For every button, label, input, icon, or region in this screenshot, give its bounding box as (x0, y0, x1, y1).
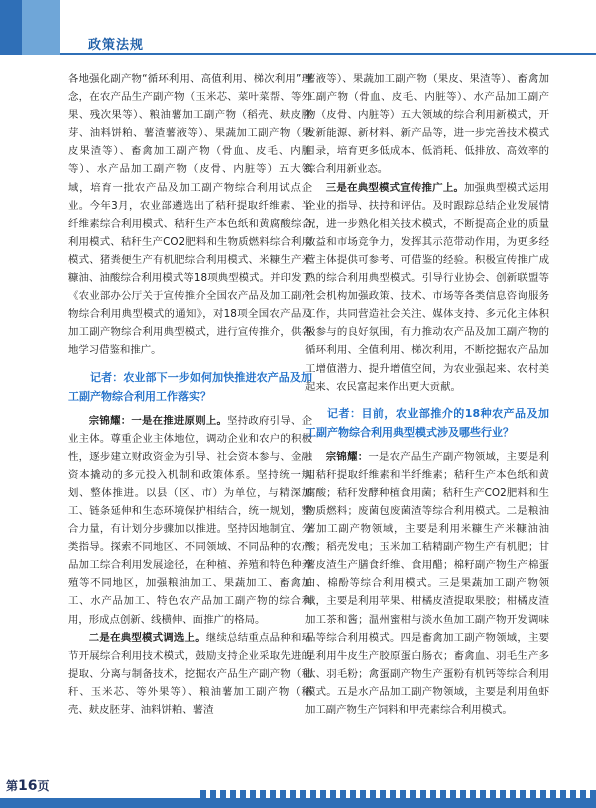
interview-question: 记者：农业部下一步如何加快推进农产品及加工副产物综合利用工作落实？ (68, 370, 312, 403)
page-prefix: 第 (6, 779, 19, 793)
answer-paragraph (68, 412, 312, 629)
header-rule (60, 53, 596, 55)
answer-lead: 宗锦耀：一是在推进原则上。 (88, 414, 228, 427)
answer-lead: 宗锦耀： (325, 450, 369, 463)
answer-lead: 二是在典型模式调选上。 (88, 631, 206, 644)
header-band-light (22, 0, 60, 55)
answer-text: 坚持政府引导、企业主体。尊重企业主体地位，调动企业和农户的积极性，逐步建立财政资金为引导、社会资本参与、金融资本撬动的多元投入机制和政策体系。坚持统一规划、整体推进。以县（区、市）为单位，与精深加工、链条延伸和生态环境保护相结合，统一规划，整合力量，有计划分步骤加以推进。坚持因地制宜、分类指导。探索不同地区、不同领域、不同品种的农产品加工综合利用发展途径，在种植、养殖和特色种养殖等不同地区，加强粮油加工、果蔬加工、畜禽加工、水产品加工、特色农产品加工副产物的综合利用，形成点创新、线横伸、面推广的格局。 (68, 414, 312, 626)
answer-paragraph (305, 448, 549, 719)
header-band-dark (0, 0, 22, 55)
answer-paragraph (68, 629, 312, 719)
right-column (305, 70, 549, 719)
interview-question: 记者：目前，农业部推介的18种农产品及加工副产物综合利用典型模式涉及哪些行业？ (305, 406, 549, 439)
page-suffix: 页 (37, 779, 50, 793)
left-column (68, 70, 312, 719)
footer-bar (0, 798, 596, 808)
answer-text: 加强典型模式运用企业的指导、扶持和评估。及时跟踪总结企业发展情况，进一步熟化相关技术模式，不断提高企业的质量效益和市场竞争力，发挥其示范带动作用，为更多经营主体提供可参考、可借鉴的经验。积极宣传推广成熟的综合利用典型模式。引导行业协会、创新联盟等社会机构加强政策、技术、市场等各类信息咨询服务工作，共同营造社会关注、媒体支持、多元化主体积极参与的良好氛围，有力推动农产品及加工副产物的循环利用、全值利用、梯次利用，不断挖掘农产品加工增值潜力、提升增值空间，为农业强起来、农村美起来、农民富起来作出更大贡献。 (305, 181, 549, 393)
answer-lead: 三是在典型模式宣传推广上。 (325, 181, 465, 194)
section-title: 政策法规 (88, 38, 145, 53)
answer-paragraph (305, 179, 549, 396)
article-paragraph: 各地强化副产物“循环利用、高值利用、梯次利用”理念，在农产品生产副产物（玉米芯、菜叶菜帮、等外果、残次果等）、粮油薯加工副产物（稻壳、麸皮胚芽、油料饼粕、薯渣薯液等）、果蔬加工副产物（果皮果渣等）、畜禽加工副产物（骨血、皮毛、内脏等）、水产品加工副产物（皮骨、内脏等）五大领域，培育一批农产品及加工副产物综合利用试点企业。今年3月，农业部遴选出了秸秆提取纤维素、半纤维素综合利用模式、秸秆生产本色纸和黄腐酸综合利用模式、秸秆生产CO2肥料和生物质燃料综合利用模式、猪粪便生产有机肥综合利用模式、米糠生产米糠油、油酸综合利用模式等18项典型模式。并印发了《农业部办公厅关于宣传推介全国农产品及加工副产物综合利用典型模式的通知》，对18项全国农产品及加工副产物综合利用典型模式，进行宣传推介，供各地学习借鉴和推广。 (68, 73, 312, 357)
answer-text: 继续总结重点品种和环节开展综合利用技术模式，鼓励支持企业采取先进的提取、分离与制备技术，挖掘农产品生产副产物（秸秆、玉米芯、等外果等）、粮油薯加工副产物（稻壳、麸皮胚芽、油料饼粕、薯渣 (68, 631, 312, 716)
page-number-value: 16 (18, 778, 38, 794)
page-number (6, 777, 50, 794)
article-paragraph: 薯液等）、果蔬加工副产物（果皮、果渣等）、畜禽加工副产物（骨血、皮毛、内脏等）、水产品加工副产物（皮骨、内脏等）五大领域的综合利用新模式，开发新能源、新材料、新产品等，进一步完善技术模式目录，培育更多低成本、低消耗、低排放、高效率的综合利用新业态。 (305, 73, 549, 176)
footer-stripes (200, 790, 596, 798)
answer-text: 一是农产品生产副产物领域，主要是利用秸秆提取纤维素和半纤维素；秸秆生产本色纸和黄腐酸；秸秆发酵种植食用菌；秸秆生产CO2肥料和生物质燃料；废菌包废菌渣等综合利用模式。二是粮油薯加工副产物领域，主要是利用米糠生产米糠油油酸；稻壳发电；玉米加工秸精副产物生产有机肥；甘薯皮渣生产膳食纤维、食用醋；棉籽副产物生产棉蛋白、棉酚等综合利用模式。三是果蔬加工副产物领域，主要是利用苹果、柑橘皮渣提取果胶；柑橘皮渣加工茶和酱；温州蜜柑与淡水鱼加工副产物开发调味品等综合利用模式。四是畜禽加工副产物领域，主要是利用牛皮生产胶原蛋白肠衣；畜禽血、羽毛生产多肽、羽毛粉；禽蛋副产物生产蛋粉有机钙等综合利用模式。五是水产品加工副产物领域，主要是利用鱼虾加工副产物生产饲料和甲壳素综合利用模式。 (305, 450, 549, 716)
